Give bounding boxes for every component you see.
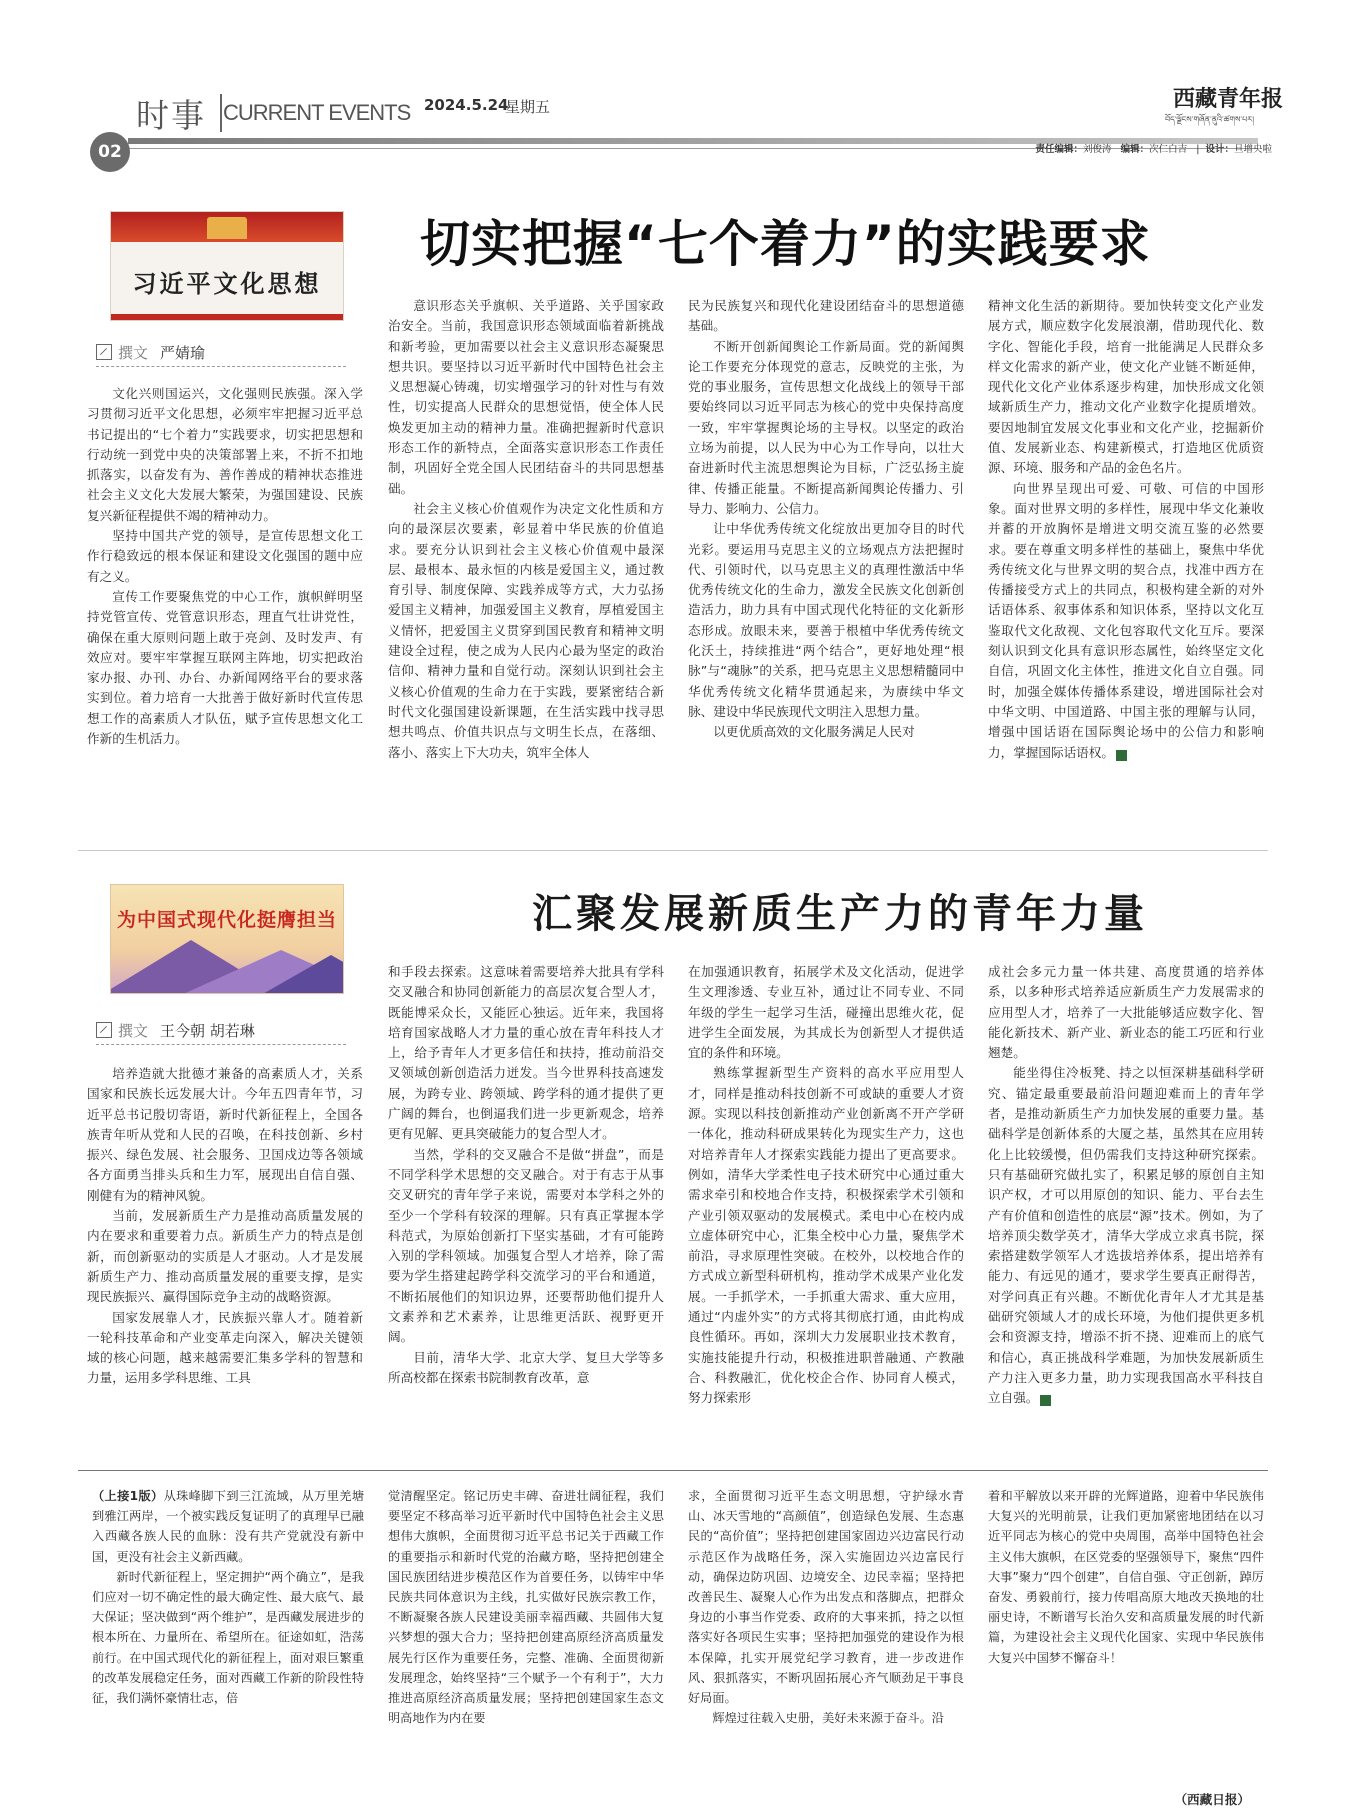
section-title-cn: 时事 [136, 96, 206, 135]
article1-column-1 [87, 384, 363, 814]
paragraph: 和手段去探索。这意味着需要培养大批具有学科交叉融合和协同创新能力的高层次复合型人才，既能博采众长，又能匠心独运。近年来，我国将培育国家战略人才力量的重心放在青年科技人才上，给予青年人才更多信任和扶持，推动前沿交叉领域创新创造活力迸发。当今世界科技高速发展，为跨专业、跨领域、跨学科的通才提供了更广阔的舞台，也倒逼我们进一步更新观念，培养更有见解、更具突破能力的复合型人才。 [388, 964, 664, 1142]
paragraph: 辉煌过往载入史册，美好未来源于奋斗。沿 [712, 1711, 944, 1726]
article1-column-3 [688, 296, 964, 814]
byline-label: 撰文 [118, 344, 149, 362]
editor: 次仁白吉 [1149, 144, 1188, 155]
article2-column-1 [87, 1064, 363, 1454]
paragraph: 觉清醒坚定。铭记历史丰碑、奋进壮阔征程，我们要坚定不移高举习近平新时代中国特色社会主义思想伟大旗帜，全面贯彻习近平总书记关于西藏工作的重要指示和新时代党的治藏方略，坚持把创建全国民族团结进步模范区作为首要任务，以铸牢中华民族共同体意识为主线，扎实做好民族宗教工作，不断凝聚各族人民建设美丽幸福西藏、共圆伟大复兴梦想的强大合力；坚持把创建高原经济高质量发展先行区作为重要任务，完整、准确、全面贯彻新发展理念，始终坚持“三个赋予一个有利于”，大力推进高原经济高质量发展；坚持把创建国家生态文明高地作为内在要 [388, 1489, 664, 1726]
article3-column-1 [92, 1486, 364, 1786]
paragraph: 意识形态关乎旗帜、关乎道路、关乎国家政治安全。当前，我国意识形态领域面临着新挑战和新考验，更加需要以社会主义意识形态凝聚思想共识。要坚持以习近平新时代中国特色社会主义思想凝心铸魂，切实增强学习的针对性与有效性，切实提高人民群众的思想觉悟，使全体人民焕发更加主动的精神力量。准确把握新时代意识形态工作的新特点，全面落实意识形态工作责任制，巩固好全党全国人民团结奋斗的共同思想基础。 [388, 298, 664, 496]
byline-pen-icon [96, 344, 112, 360]
continued-from-label: （上接1版） [92, 1489, 164, 1503]
paragraph: 让中华优秀传统文化绽放出更加夺目的时代光彩。要运用马克思主义的立场观点方法把握时代、引领时代，以马克思主义的真理性激活中华优秀传统文化的生命力，激发全民族文化创新创造活力，助力具有中国式现代化特征的文化新形态形成。放眼未来，要善于根植中华优秀传统文化沃土，持续推进“两个结合”，更好地处理“根脉”与“魂脉”的关系，把马克思主义思想精髓同中华优秀传统文化精华贯通起来，为赓续中华文脉、建设中华民族现代文明注入思想力量。 [688, 521, 964, 719]
author-name: 严婧瑜 [160, 344, 206, 362]
article1-byline [96, 342, 205, 363]
chief-editor-label: 责任编辑： [1035, 144, 1084, 155]
editor-label: 编辑： [1120, 144, 1150, 155]
newspaper-logo: 西藏青年报 [1173, 86, 1284, 112]
article2-column-4 [988, 962, 1264, 1454]
paragraph [988, 1063, 1264, 1408]
tiananmen-icon [207, 217, 247, 239]
paragraph-text: 向世界呈现出可爱、可敬、可信的中国形象。面对世界文明的多样性，展现中华文化兼收并蓄的开放胸怀是增进文明交流互鉴的必然要求。要在尊重文明多样性的基础上，聚焦中华优秀传统文化与世界文明的契合点，找准中西方在传播接受方式上的共同点，积极构建全新的对外话语体系、叙事体系和知识体系，坚持以文化互鉴取代文化敌视、文化包容取代文化互斥。要深刻认识到文化具有意识形态属性，始终坚定文化自信，巩固文化主体性，推进文化自立自强。同时，加强全媒体传播体系建设，增进国际社会对中华文明、中国道路、中国主张的理解与认同，增强中国话语在国际舆论场中的公信力和影响力，掌握国际话语权。 [988, 480, 1264, 760]
article2-column-2 [388, 962, 664, 1454]
paragraph: 求，全面贯彻习近平生态文明思想，守护绿水青山、冰天雪地的“高颜值”，创造绿色发展、生态惠民的“高价值”；坚持把创建国家固边兴边富民行动示范区作为战略任务，深入实施固边兴边富民行动，确保边防巩固、边境安全、边民幸福；坚持把改善民生、凝聚人心作为出发点和落脚点，把群众身边的小事当作党委、政府的大事来抓，持之以恒落实好各项民生实事；坚持把加强党的建设作为根本保障，扎实开展党纪学习教育，进一步改进作风、狠抓落实，不断巩固拓展心齐气顺劲足干事良好局面。 [688, 1489, 964, 1706]
paragraph: 社会主义核心价值观作为决定文化性质和方向的最深层次要素，彰显着中华民族的价值追求。要充分认识到社会主义核心价值观中最深层、最根本、最永恒的内核是爱国主义，通过教育引导、制度保障、实践养成等方式，大力弘扬爱国主义精神，加强爱国主义教育，厚植爱国主义情怀，把爱国主义贯穿到国民教育和精神文明建设全过程，使之成为人民内心最为坚定的政治信仰、精神力量和自觉行动。深刻认识到社会主义核心价值观的生命力在于实践，要紧密结合新时代文化强国建设新课题，在生活实践中找寻思想共鸣点、价值共识点与文明生长点，在落细、落小、落实上下大功夫，筑牢全体人 [388, 500, 664, 760]
paragraph: 在加强通识教育，拓展学术及文化活动，促进学生文理渗透、专业互补，通过让不同专业、不同年级的学生一起学习生活，碰撞出思维火花，促进学生全面发展，为其成长为创新型人才提供适宜的条件和环境。 [688, 964, 964, 1061]
article2-byline [96, 1020, 255, 1041]
paragraph: 目前，清华大学、北京大学、复旦大学等多所高校都在探索书院制教育改革，意 [388, 1349, 664, 1385]
column-banner-xi-culture-thought [110, 211, 344, 321]
paragraph: 成社会多元力量一体共建、高度贯通的培养体系，以多种形式培养适应新质生产力发展需求的应用型人才，培养了一大批能够适应数字化、智能化新技术、新产业、新业态的能工巧匠和行业翘楚。 [988, 964, 1264, 1061]
article3-column-2 [388, 1486, 664, 1786]
newspaper-logo-tibetan: བོད་ལྗོངས་གཞོན་ནུའི་ཚགས་པར། [1165, 115, 1254, 124]
section-divider [220, 94, 222, 132]
article-end-icon: ◆ [1116, 750, 1127, 761]
page-number-badge: 02 [90, 132, 130, 172]
paragraph: 着和平解放以来开辟的光辉道路，迎着中华民族伟大复兴的光明前景，让我们更加紧密地团结在以习近平同志为核心的党中央周围，高举中国特色社会主义伟大旗帜，在区党委的坚强领导下，聚焦“四件大事”聚力“四个创建”，自信自强、守正创新，踔厉奋发、勇毅前行，接力传唱高原大地改天换地的壮丽史诗，不断谱写长治久安和高质量发展的时代新篇，为建设社会主义现代化国家、实现中华民族伟大复兴中国梦不懈奋斗！ [988, 1489, 1264, 1665]
article3-column-4 [988, 1486, 1264, 1786]
paragraph: 以更优质高效的文化服务满足人民对 [713, 724, 915, 740]
chief-editor: 刘俊涛 [1083, 144, 1112, 155]
banner-title: 习近平文化思想 [132, 269, 322, 298]
paragraph: 熟练掌握新型生产资料的高水平应用型人才，同样是推动科技创新不可或缺的重要人才资源。实现以科技创新推动产业创新离不开产学研一体化，推动科研成果转化为现实生产力，这也对培养青年人才探索实践能力提出了更高要求。例如，清华大学柔性电子技术研究中心通过重大需求牵引和校地合作支持，积极探索学术引领和产业引领双驱动的发展模式。柔电中心在校内成立虚体研究中心，汇集全校中心力量，聚焦学术前沿，寻求原理性突破。在校外，以校地合作的方式成立新型科研机构，推动学术成果产业化发展。一手抓学术，一手抓重大需求、重大应用，通过“内虚外实”的方式将其彻底打通，由此构成良性循环。再如，深圳大力发展职业技术教育，实施技能提升行动，积极推进职普融通、产教融合、科教融汇，优化校企合作、协同育人模式，努力探索形 [688, 1065, 964, 1406]
article3-column-3 [688, 1486, 964, 1786]
issue-date: 2024.5.24 [424, 96, 509, 114]
source-credit: （西藏日报） [1174, 1792, 1250, 1807]
article1-column-2 [388, 296, 664, 814]
paragraph: 宣传工作要聚焦党的中心工作，旗帜鲜明坚持党管宣传、党管意识形态，理直气壮讲党性，确保在重大原则问题上敢于亮剑、及时发声、有效应对。要牢牢掌握互联网主阵地，切实把政治家办报、办刊、办台、办新闻网络平台的要求落实到位。着力培育一大批善于做好新时代宣传思想工作的高素质人才队伍，赋予宣传思想文化工作新的生机活力。 [87, 588, 363, 747]
article-separator [78, 1470, 1268, 1471]
article2-column-3 [688, 962, 964, 1454]
paragraph: 培养造就大批德才兼备的高素质人才，关系国家和民族长远发展大计。今年五四青年节，习近平总书记殷切寄语，新时代新征程上，全国各族青年听从党和人民的召唤，在科技创新、乡村振兴、绿色发展、社会服务、卫国戍边等各领域各方面勇当排头兵和生力军，展现出自信自强、刚健有为的精神风貌。 [87, 1066, 363, 1203]
issue-weekday: 星期五 [505, 98, 551, 116]
byline-divider [96, 366, 346, 367]
paragraph: 新时代新征程上，坚定拥护“两个确立”，是我们应对一切不确定性的最大确定性、最大底气、最大保证；坚决做到“两个维护”，是西藏发展进步的根本所在、力量所在、希望所在。征途如虹，浩荡前行。在中国式现代化的新征程上，面对艰巨繁重的改革发展稳定任务，面对西藏工作新的阶段性特征，我们满怀豪情壮志，倍 [92, 1569, 364, 1706]
section-title-en: CURRENT EVENTS [223, 100, 411, 125]
paragraph: 民为民族复兴和现代化建设团结奋斗的思想道德基础。 [688, 298, 964, 334]
paragraph: 精神文化生活的新期待。要加快转变文化产业发展方式，顺应数字化发展浪潮，借助现代化、数字化、智能化手段，培育一批能满足人民群众多样文化需求的新产业，使文化产业链不断延伸，现代化文化产业体系逐步构建，加快形成文化领域新质生产力，推动文化产业数字化提质增效。要因地制宜发展文化事业和文化产业，挖掘新价值、发展新业态、构建新模式，打造地区优质资源、环境、服务和产品的金色名片。 [988, 298, 1264, 476]
mountain-shape [261, 955, 344, 994]
article2-headline: 汇聚发展新质生产力的青年力量 [532, 891, 1148, 937]
article-separator [78, 850, 1268, 851]
article-end-icon: ◆ [1040, 1395, 1051, 1406]
banner-bottom-bar [111, 314, 343, 320]
designer: 旦增央啦 [1233, 144, 1272, 155]
paragraph: 不断开创新闻舆论工作新局面。党的新闻舆论工作要充分体现党的意志，反映党的主张，为党的事业服务，宣传思想文化战线上的领导干部要始终同以习近平同志为核心的党中央保持高度一致，牢牢掌握舆论场的主导权。以坚定的政治立场为前提，以人民为中心为工作导向，以壮大奋进新时代主流思想舆论为目标，广泛弘扬主旋律、传播正能量。不断提高新闻舆论传播力、引导力、影响力、公信力。 [688, 338, 964, 516]
paragraph-text: 从珠峰脚下到三江流域，从万里羌塘到雅江两岸，一个被实践反复证明了的真理早已融入西藏各族人民的血脉：没有共产党就没有新中国，更没有社会主义新西藏。 [92, 1489, 364, 1564]
paragraph [92, 1486, 364, 1567]
designer-label: 设计： [1205, 144, 1234, 155]
editor-credits: 责任编辑：刘俊涛 编辑：次仁白吉 | 设计：旦增央啦 [1035, 144, 1272, 155]
column-banner-youth [110, 884, 344, 994]
paragraph: 文化兴则国运兴，文化强则民族强。深入学习贯彻习近平文化思想，必须牢牢把握习近平总书记提出的“七个着力”实践要求，切实把思想和行动统一到党中央的决策部署上来，不折不扣地抓落实，以奋发有为、善作善成的精神状态推进社会主义文化大发展大繁荣，为强国建设、民族复兴新征程提供不竭的精神动力。 [87, 386, 363, 523]
author-name: 王今朝 胡若琳 [160, 1022, 255, 1040]
banner-title: 为中国式现代化挺膺担当 [116, 909, 337, 931]
byline-divider [96, 1044, 346, 1045]
byline-label: 撰文 [118, 1022, 149, 1040]
article1-headline: 切实把握“七个着力”的实践要求 [420, 215, 1151, 273]
paragraph: 当然，学科的交叉融合不是做“拼盘”，而是不同学科学术思想的交叉融合。对于有志于从事交叉研究的青年学子来说，需要对本学科之外的至少一个学科有较深的理解。只有真正掌握本学科范式，为原始创新打下坚实基础，才有可能跨入别的学科领域。加强复合型人才培养，除了需要为学生搭建起跨学科交流学习的平台和通道，不断拓展他们的知识边界，还要帮助他们提升人文素养和艺术素养，让思维更活跃、视野更开阔。 [388, 1146, 664, 1345]
byline-pen-icon [96, 1022, 112, 1038]
paragraph: 坚持中国共产党的领导，是宣传思想文化工作行稳致远的根本保证和建设文化强国的题中应有之义。 [87, 528, 363, 584]
paragraph-text: 能坐得住冷板凳、持之以恒深耕基础科学研究、锚定最重要最前沿问题迎难而上的青年学者，是推动新质生产力加快发展的重要力量。基础科学是创新体系的大厦之基，虽然其在应用转化上比较缓慢，但仍需我们支持这种研究探索。只有基础研究做扎实了，积累足够的原创自主知识产权，才可以用原创的知识、能力、平台去生产有价值和创造性的底层“源”技术。例如，为了培养顶尖数学英才，清华大学成立求真书院，探索搭建数学领军人才选拔培养体系，提出培养有能力、有远见的通才，要求学生要真正耐得苦，对学问真正有兴趣。不断优化青年人才尤其是基础研究领域人才的成长环境，为他们提供更多机会和资源支持，增添不折不挠、迎难而上的底气和信心，真正挑战科学难题，为加快发展新质生产力注入更多力量，助力实现我国高水平科技自立自强。 [988, 1065, 1264, 1406]
paragraph: 国家发展靠人才，民族振兴靠人才。随着新一轮科技革命和产业变革走向深入，解决关键领域的核心问题，越来越需要汇集多学科的智慧和力量，运用多学科思维、工具 [87, 1309, 363, 1386]
article1-column-4 [988, 296, 1264, 814]
paragraph [988, 479, 1264, 763]
paragraph: 当前，发展新质生产力是推动高质量发展的内在要求和重要着力点。新质生产力的特点是创新，而创新驱动的实质是人才驱动。人才是发展新质生产力、推动高质量发展的重要支撑，是实现民族振兴、赢得国际竞争主动的战略资源。 [87, 1208, 363, 1305]
